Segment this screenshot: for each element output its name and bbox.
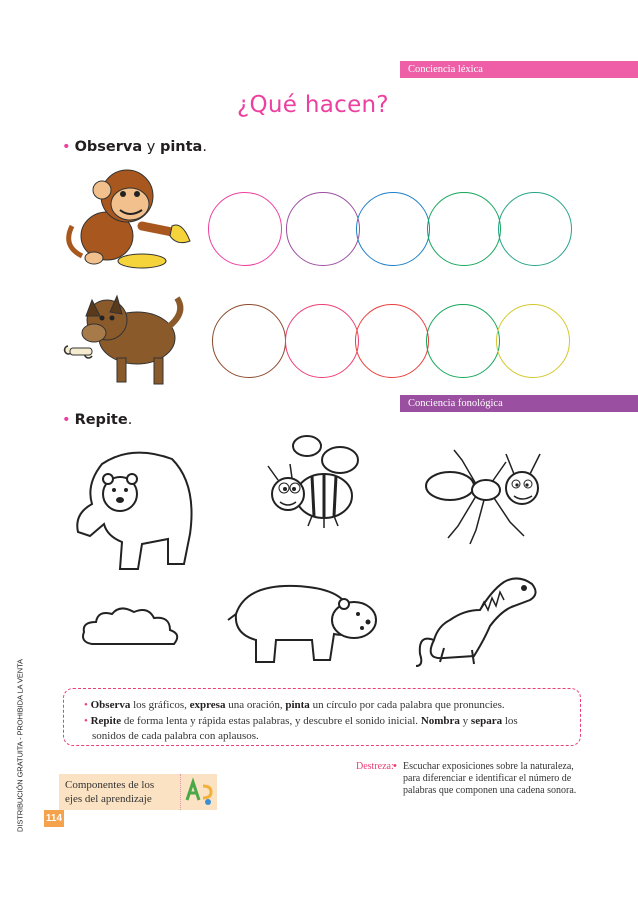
box-text: los	[502, 715, 518, 727]
paint-circle[interactable]	[426, 304, 500, 378]
box-word: Nombra	[420, 715, 460, 727]
paint-circle[interactable]	[208, 192, 282, 266]
paint-circle[interactable]	[286, 192, 360, 266]
paint-circle[interactable]	[496, 304, 570, 378]
ant-icon	[414, 448, 558, 548]
componentes-box	[59, 774, 180, 810]
dog-icon	[62, 288, 197, 394]
section-tag-fonologica: Conciencia fonológica	[400, 395, 638, 412]
instruction-observa	[62, 139, 207, 155]
box-word: Observa	[90, 699, 131, 711]
instr-word-y: y	[146, 139, 156, 155]
instr-word-observa: Observa	[74, 139, 143, 155]
box-line-1	[84, 699, 505, 711]
box-text: de forma lenta y rápida estas palabras, y descubre el sonido inicial.	[121, 715, 421, 727]
box-word: separa	[470, 715, 503, 727]
monkey-icon	[62, 166, 197, 274]
box-text: y	[459, 715, 471, 727]
paint-circle[interactable]	[427, 192, 501, 266]
instr-period: .	[202, 139, 207, 155]
sidebar-distribution-note: DISTRIBUCIÓN GRATUITA - PROHIBIDA LA VENTA	[15, 659, 25, 832]
box-text: un círculo por cada palabra que pronuncies.	[309, 699, 505, 711]
bullet-icon: •	[84, 699, 91, 711]
box-word: Repite	[90, 715, 122, 727]
instruction-repite	[62, 412, 132, 428]
bullet-icon: •	[62, 412, 71, 428]
box-text: una oración,	[225, 699, 286, 711]
destreza-label: Destreza:	[356, 761, 394, 772]
bullet-icon: •	[84, 715, 91, 727]
abc-icon	[181, 774, 217, 810]
box-text: los gráficos,	[130, 699, 190, 711]
paint-circle[interactable]	[285, 304, 359, 378]
instr-word-pinta: pinta	[159, 139, 203, 155]
box-line-2	[84, 715, 518, 727]
paint-circle[interactable]	[355, 304, 429, 378]
iguana-icon	[414, 570, 548, 668]
box-line-3: sonidos de cada palabra con aplausos.	[92, 730, 259, 742]
paint-circle[interactable]	[498, 192, 572, 266]
hippo-icon	[226, 574, 382, 670]
polar-bear-icon	[72, 444, 200, 574]
page-number: 114	[44, 810, 64, 827]
componentes-line-2: ejes del aprendizaje	[65, 793, 152, 805]
componentes-icon	[180, 774, 217, 810]
componentes-line-1: Componentes de los	[65, 779, 155, 791]
instr-word-repite: Repite	[74, 412, 128, 428]
paint-circle[interactable]	[356, 192, 430, 266]
box-word: expresa	[189, 699, 226, 711]
bullet-icon: •	[393, 760, 397, 772]
bullet-icon: •	[62, 139, 71, 155]
bee-icon	[262, 428, 366, 532]
cloud-icon	[78, 604, 184, 652]
section-tag-lexica: Conciencia léxica	[400, 61, 638, 78]
instr-period: .	[127, 412, 133, 428]
destreza-text: Escuchar exposiciones sobre la naturaleza, para diferenciar e identificar el número de palabras que componen una cadena sonora.	[403, 761, 577, 796]
page-title: ¿Qué hacen?	[237, 92, 389, 118]
box-word: pinta	[285, 699, 310, 711]
paint-circle[interactable]	[212, 304, 286, 378]
